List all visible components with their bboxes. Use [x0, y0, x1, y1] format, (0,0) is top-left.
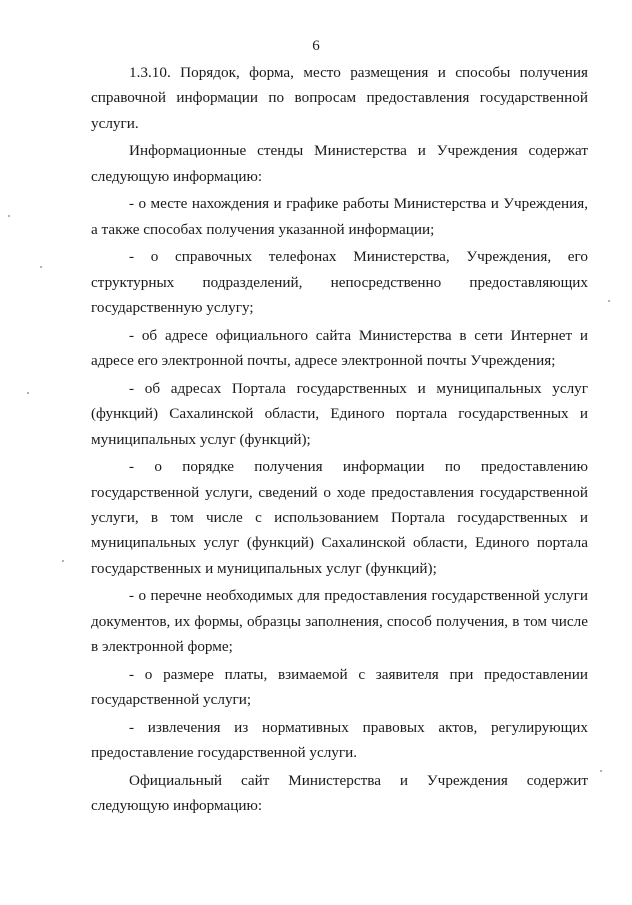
- paragraph-1-3-10: 1.3.10. Порядок, форма, место размещения и способы получения справочной информации по вопросам предоставления государственной услуги.: [91, 64, 588, 132]
- document-body: [91, 60, 588, 821]
- scan-speck: [608, 300, 610, 302]
- scan-speck: [62, 560, 64, 562]
- list-item-documents: - о перечне необходимых для предоставления государственной услуги документов, их формы, образцы заполнения, способ получения, в том числе в электронной форме;: [91, 587, 588, 656]
- list-item-website-email: - об адресе официального сайта Министерства в сети Интернет и адресе его электронной почты, адресе электронной почты Учреждения;: [91, 326, 588, 370]
- list-item-legal-extracts: - извлечения из нормативных правовых актов, регулирующих предоставление государственной услуги.: [91, 718, 588, 762]
- page-number: 6: [312, 38, 320, 54]
- paragraph-official-site: Официальный сайт Министерства и Учреждения содержит следующую информацию:: [91, 771, 588, 815]
- list-item-phones: - о справочных телефонах Министерства, Учреждения, его структурных подразделений, непосредственно предоставляющих государственную услугу;: [91, 248, 588, 317]
- scan-speck: [8, 215, 10, 217]
- scan-speck: [600, 770, 602, 772]
- list-item-fee: - о размере платы, взимаемой с заявителя при предоставлении государственной услуги;: [91, 665, 588, 709]
- list-item-info-procedure: - о порядке получения информации по предоставлению государственной услуги, сведений о ходе предоставления государственной услуги, в том числе с использованием Портала государственных и муниципальных услуг (функций) Сахалинской области, Единого портала государственных и муниципальных услуг (функций);: [91, 458, 588, 577]
- list-item-portal-addresses: - об адресах Портала государственных и муниципальных услуг (функций) Сахалинской области, Единого портала государственных и муниципальных услуг (функций);: [91, 379, 588, 448]
- paragraph-info-stands: Информационные стенды Министерства и Учреждения содержат следующую информацию:: [91, 142, 588, 185]
- list-item-location-schedule: - о месте нахождения и графике работы Министерства и Учреждения, а также способах получения указанной информации;: [91, 195, 588, 238]
- scan-speck: [40, 266, 42, 268]
- scan-speck: [27, 392, 29, 394]
